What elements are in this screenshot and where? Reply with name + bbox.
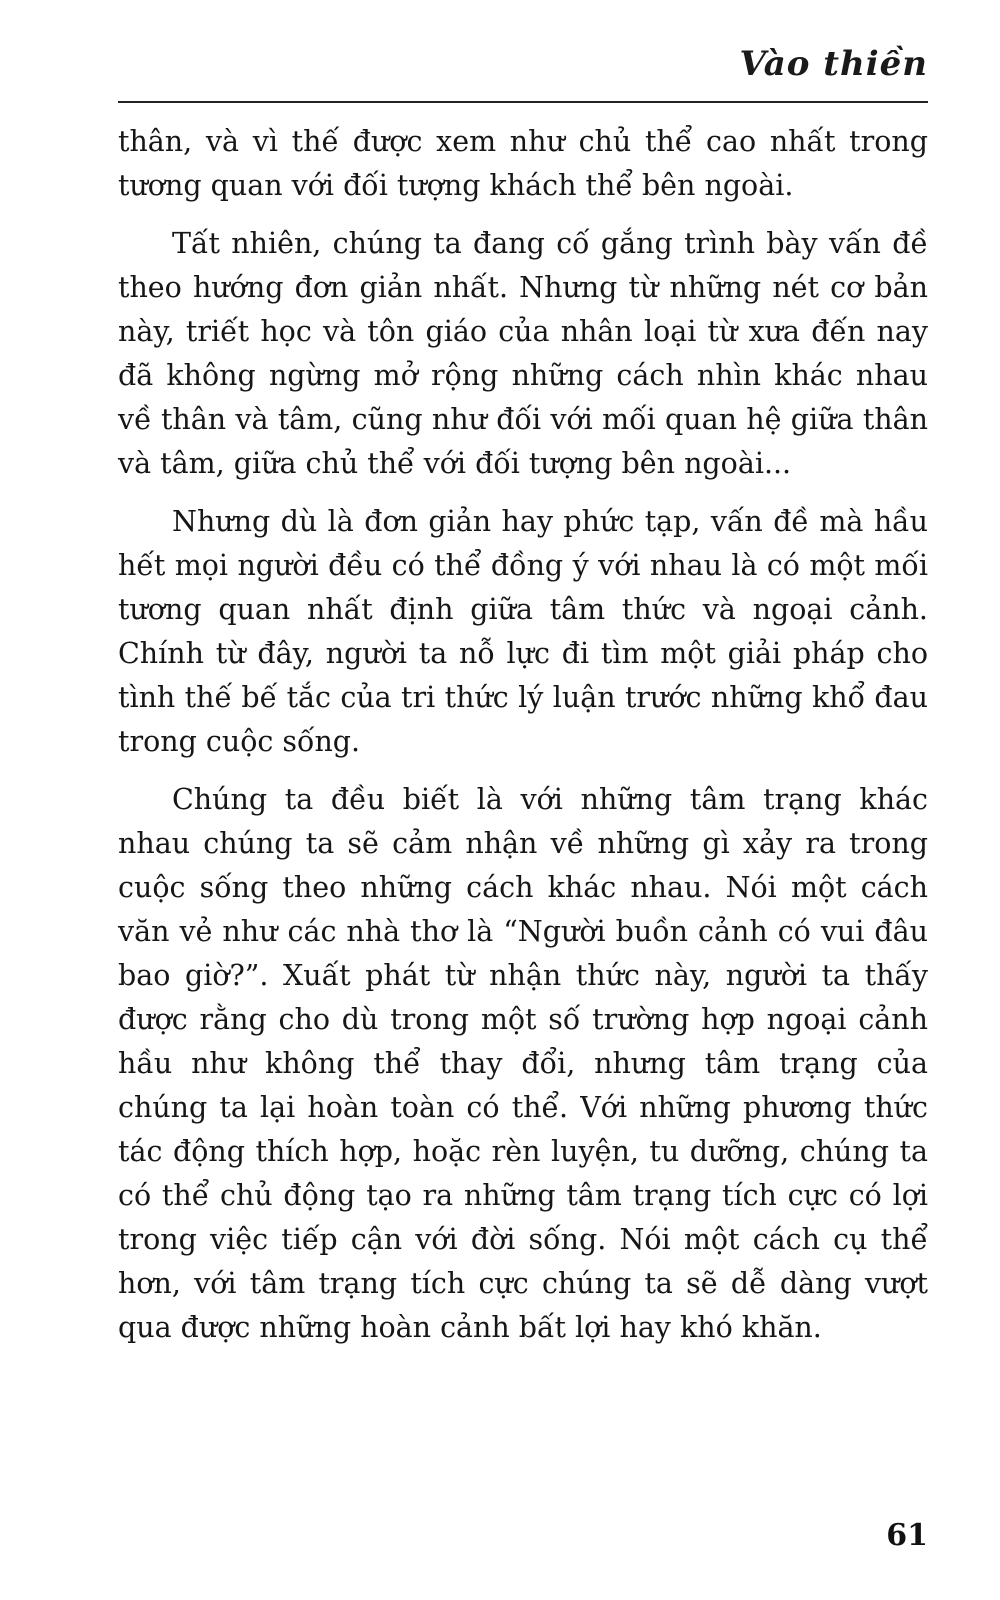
paragraph: Chúng ta đều biết là với những tâm trạng khác nhau chúng ta sẽ cảm nhận về những gì xảy ra trong cuộc sống theo những cách khác nhau. Nói một cách văn vẻ như các nhà thơ là “Người buồn cảnh có vui đâu bao giờ?”. Xuất phát từ nhận thức này, người ta thấy được rằng cho dù trong một số trường hợp ngoại cảnh hầu như không thể thay đổi, nhưng tâm trạng của chúng ta lại hoàn toàn có thể. Với những phương thức tác động thích hợp, hoặc rèn luyện, tu dưỡng, chúng ta có thể chủ động tạo ra những tâm trạng tích cực có lợi trong việc tiếp cận với đời sống. Nói một cách cụ thể hơn, với tâm trạng tích cực chúng ta sẽ dễ dàng vượt qua được những hoàn cảnh bất lợi hay khó khăn. [118, 783, 928, 1344]
paragraph: Nhưng dù là đơn giản hay phức tạp, vấn đề mà hầu hết mọi người đều có thể đồng ý với nhau là có một mối tương quan nhất định giữa tâm thức và ngoại cảnh. Chính từ đây, người ta nỗ lực đi tìm một giải pháp cho tình thế bế tắc của tri thức lý luận trước những khổ đau trong cuộc sống. [118, 505, 928, 758]
paragraph-continuation: thân, và vì thế được xem như chủ thể cao nhất trong tương quan với đối tượng khách thể bên ngoài. [118, 125, 928, 202]
paragraph: Tất nhiên, chúng ta đang cố gắng trình bày vấn đề theo hướng đơn giản nhất. Nhưng từ những nét cơ bản này, triết học và tôn giáo của nhân loại từ xưa đến nay đã không ngừng mở rộng những cách nhìn khác nhau về thân và tâm, cũng như đối với mối quan hệ giữa thân và tâm, giữa chủ thể với đối tượng bên ngoài... [118, 227, 928, 480]
running-header-title: Vào thiền [739, 44, 928, 84]
page-number: 61 [886, 1518, 928, 1553]
header-rule [118, 101, 928, 103]
body-text [118, 120, 928, 1364]
